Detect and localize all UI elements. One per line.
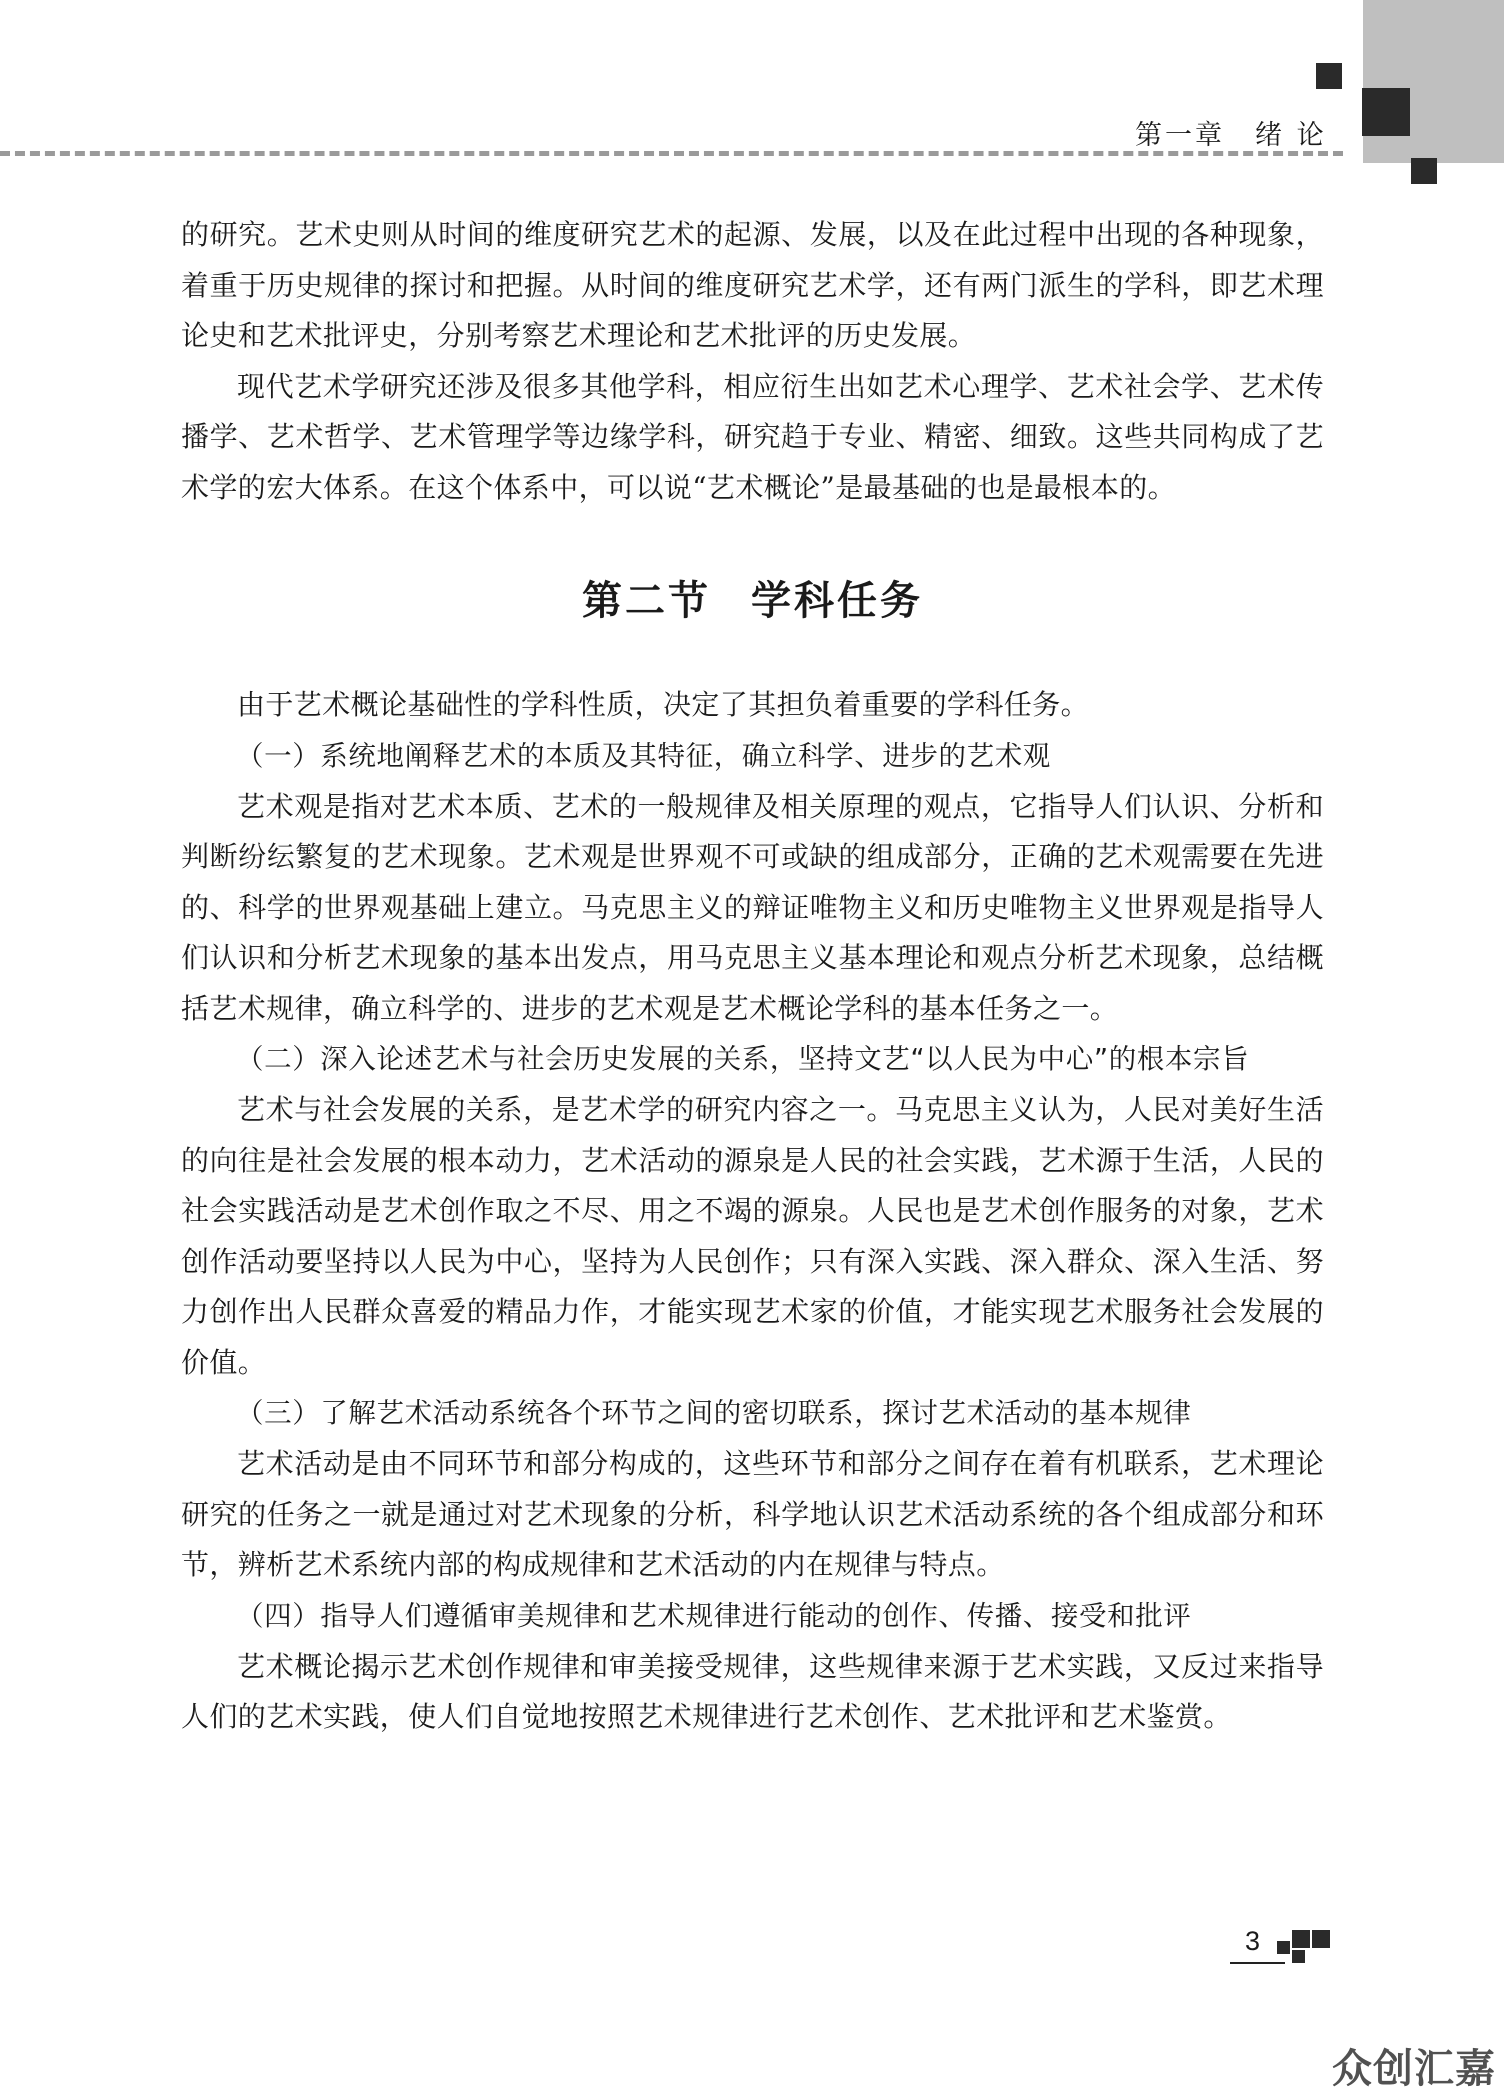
page-number: 3 <box>1245 1926 1261 1956</box>
section-name: 学科任务 <box>751 578 923 624</box>
running-head <box>1135 113 1335 152</box>
footer-square <box>1277 1941 1290 1954</box>
section-intro: 由于艺术概论基础性的学科性质，决定了其担负着重要的学科任务。 <box>237 688 1090 721</box>
header-square <box>1411 158 1437 184</box>
footer-square <box>1292 1950 1305 1963</box>
section-title <box>181 569 1324 626</box>
header-gray-block <box>1363 0 1504 163</box>
footer-square <box>1312 1930 1330 1948</box>
subsection-heading: （三）了解艺术活动系统各个环节之间的密切联系，探讨艺术活动的基本规律 <box>236 1397 1192 1429</box>
chapter-title: 绪 论 <box>1255 120 1327 151</box>
subsection-heading: （一）系统地阐释艺术的本质及其特征，确立科学、进步的艺术观 <box>236 739 1051 772</box>
header-square <box>1362 88 1410 136</box>
footer-square <box>1292 1930 1310 1948</box>
paragraph: 艺术活动是由不同环节和部分构成的，这些环节和部分之间存在着有机联系，艺术理论研究的任务之一就是通过对艺术现象的分析，科学地认识艺术活动系统的各个组成部分和环节，辨析艺术系统内部的构成规律和艺术活动的内在规律与特点。 <box>181 1447 1324 1581</box>
page-content <box>181 210 1324 1743</box>
section-number: 第二节 <box>582 578 711 624</box>
watermark: 众创汇嘉 <box>1332 2046 1496 2092</box>
paragraph: 艺术观是指对艺术本质、艺术的一般规律及相关原理的观点，它指导人们认识、分析和判断纷纭繁复的艺术现象。艺术观是世界观不可或缺的组成部分，正确的艺术观需要在先进的、科学的世界观基础上建立。马克思主义的辩证唯物主义和历史唯物主义世界观是指导人们认识和分析艺术现象的基本出发点，用马克思主义基本理论和观点分析艺术现象，总结概括艺术规律，确立科学的、进步的艺术观是艺术概论学科的基本任务之一。 <box>181 789 1324 1025</box>
paragraph: 艺术与社会发展的关系，是艺术学的研究内容之一。马克思主义认为，人民对美好生活的向往是社会发展的根本动力，艺术活动的源泉是人民的社会实践，艺术源于生活，人民的社会实践活动是艺术创作取之不尽、用之不竭的源泉。人民也是艺术创作服务的对象，艺术创作活动要坚持以人民为中心，坚持为人民创作；只有深入实践、深入群众、深入生活、努力创作出人民群众喜爱的精品力作，才能实现艺术家的价值，才能实现艺术服务社会发展的价值。 <box>181 1093 1324 1379</box>
subsection-heading: （二）深入论述艺术与社会历史发展的关系，坚持文艺“以人民为中心”的根本宗旨 <box>236 1043 1250 1075</box>
subsection-heading: （四）指导人们遵循审美规律和艺术规律进行能动的创作、传播、接受和批评 <box>236 1599 1192 1632</box>
header-square <box>1316 63 1342 89</box>
paragraph: 艺术概论揭示艺术创作规律和审美接受规律，这些规律来源于艺术实践，又反过来指导人们的艺术实践，使人们自觉地按照艺术规律进行艺术创作、艺术批评和艺术鉴赏。 <box>181 1649 1324 1733</box>
paragraph: 现代艺术学研究还涉及很多其他学科，相应衍生出如艺术心理学、艺术社会学、艺术传播学、艺术哲学、艺术管理学等边缘学科，研究趋于专业、精密、细致。这些共同构成了艺术学的宏大体系。在这个体系中，可以说“艺术概论”是最基础的也是最根本的。 <box>181 369 1324 504</box>
paragraph: 的研究。艺术史则从时间的维度研究艺术的起源、发展，以及在此过程中出现的各种现象，着重于历史规律的探讨和把握。从时间的维度研究艺术学，还有两门派生的学科，即艺术理论史和艺术批评史，分别考察艺术理论和艺术批评的历史发展。 <box>181 218 1324 352</box>
chapter-number: 第一章 <box>1135 120 1225 151</box>
page-number-rule <box>1230 1962 1285 1964</box>
